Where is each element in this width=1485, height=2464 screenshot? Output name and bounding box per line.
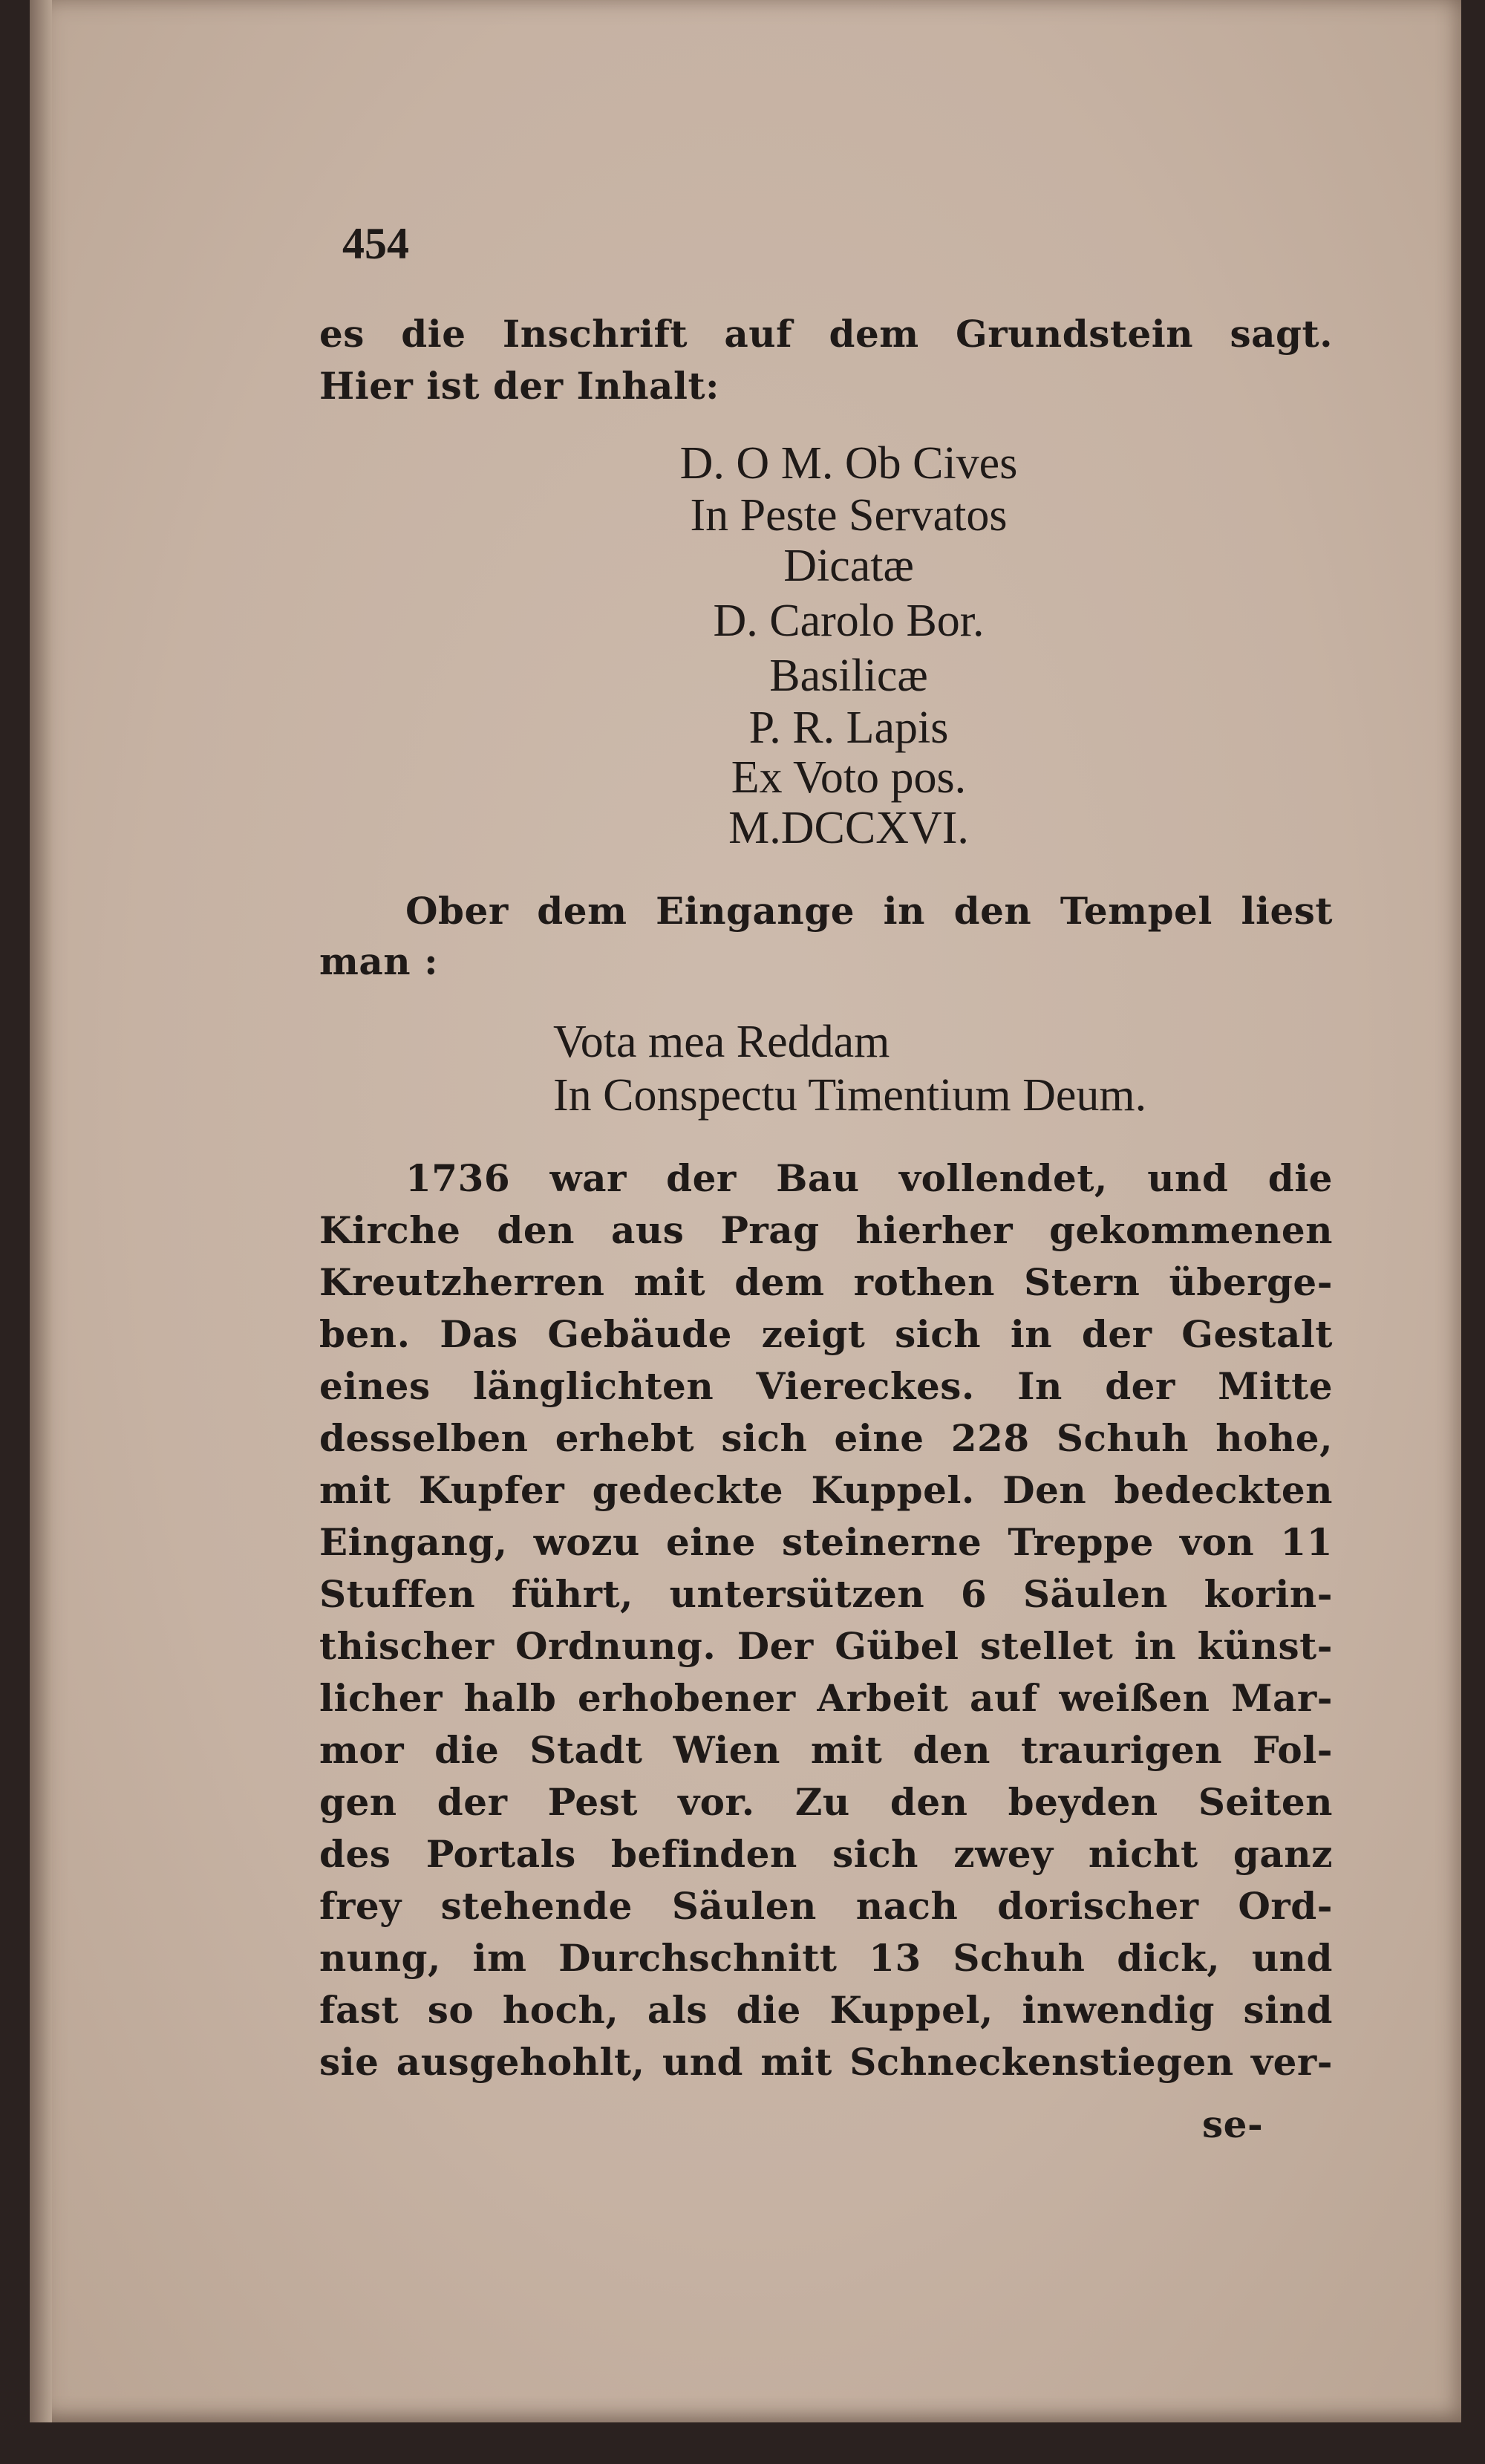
paragraph-line: mor die Stadt Wien mit den traurigen Fol-	[319, 1728, 1333, 1772]
paragraph-line: Stuffen führt, untersützen 6 Säulen korin-	[319, 1572, 1333, 1616]
paragraph-line: fast so hoch, als die Kuppel, inwendig sind	[319, 1988, 1333, 2032]
paragraph-line: nung, im Durchschnitt 13 Schuh dick, und	[319, 1936, 1333, 1980]
paragraph-line: mit Kupfer gedeckte Kuppel. Den bedeckten	[319, 1468, 1333, 1512]
paragraph-line: thischer Ordnung. Der Gübel stellet in künst-	[319, 1624, 1333, 1668]
paragraph-line: desselben erhebt sich eine 228 Schuh hohe,	[319, 1416, 1333, 1460]
inscription-line: In Peste Servatos	[690, 490, 1008, 541]
paragraph-line: Eingang, wozu eine steinerne Treppe von 11	[319, 1520, 1333, 1564]
inscription-line: M.DCCXVI.	[728, 803, 969, 853]
inscription-line: Basilicæ	[769, 651, 928, 701]
paragraph-line: 1736 war der Bau vollendet, und die	[405, 1156, 1333, 1200]
motto-line: In Conspectu Timentium Deum.	[553, 1070, 1147, 1121]
paragraph-line: sie ausgehohlt, und mit Schneckenstiegen ver-	[319, 2040, 1333, 2084]
text-line: Ober dem Eingange in den Tempel liest	[405, 889, 1333, 933]
motto-line: Vota mea Reddam	[553, 1017, 890, 1067]
text-line: Hier ist der Inhalt:	[319, 364, 720, 408]
paragraph-line: Kirche den aus Prag hierher gekommenen	[319, 1208, 1333, 1252]
paragraph-line: Kreutzherren mit dem rothen Stern überge-	[319, 1260, 1333, 1304]
text-line: es die Inschrift auf dem Grundstein sagt.	[319, 312, 1333, 356]
text-line: man :	[319, 939, 439, 983]
inscription-line: Dicatæ	[783, 541, 914, 591]
paragraph-line: eines länglichten Viereckes. In der Mitte	[319, 1364, 1333, 1408]
inscription-line: D. O M. Ob Cives	[679, 438, 1018, 489]
inscription-line: P. R. Lapis	[748, 703, 949, 753]
inscription-line: D. Carolo Bor.	[713, 596, 985, 646]
page-gutter	[30, 0, 52, 2422]
paragraph-line: licher halb erhobener Arbeit auf weißen Mar-	[319, 1676, 1333, 1720]
paragraph-line: des Portals befinden sich zwey nicht ganz	[319, 1832, 1333, 1876]
paragraph-line: gen der Pest vor. Zu den beyden Seiten	[319, 1780, 1333, 1824]
paragraph-line: frey stehende Säulen nach dorischer Ord-	[319, 1884, 1333, 1928]
page-number: 454	[342, 219, 409, 268]
paragraph-line: ben. Das Gebäude zeigt sich in der Gestalt	[319, 1312, 1333, 1356]
inscription-line: Ex Voto pos.	[731, 752, 967, 803]
catchword: se-	[1202, 2102, 1264, 2146]
